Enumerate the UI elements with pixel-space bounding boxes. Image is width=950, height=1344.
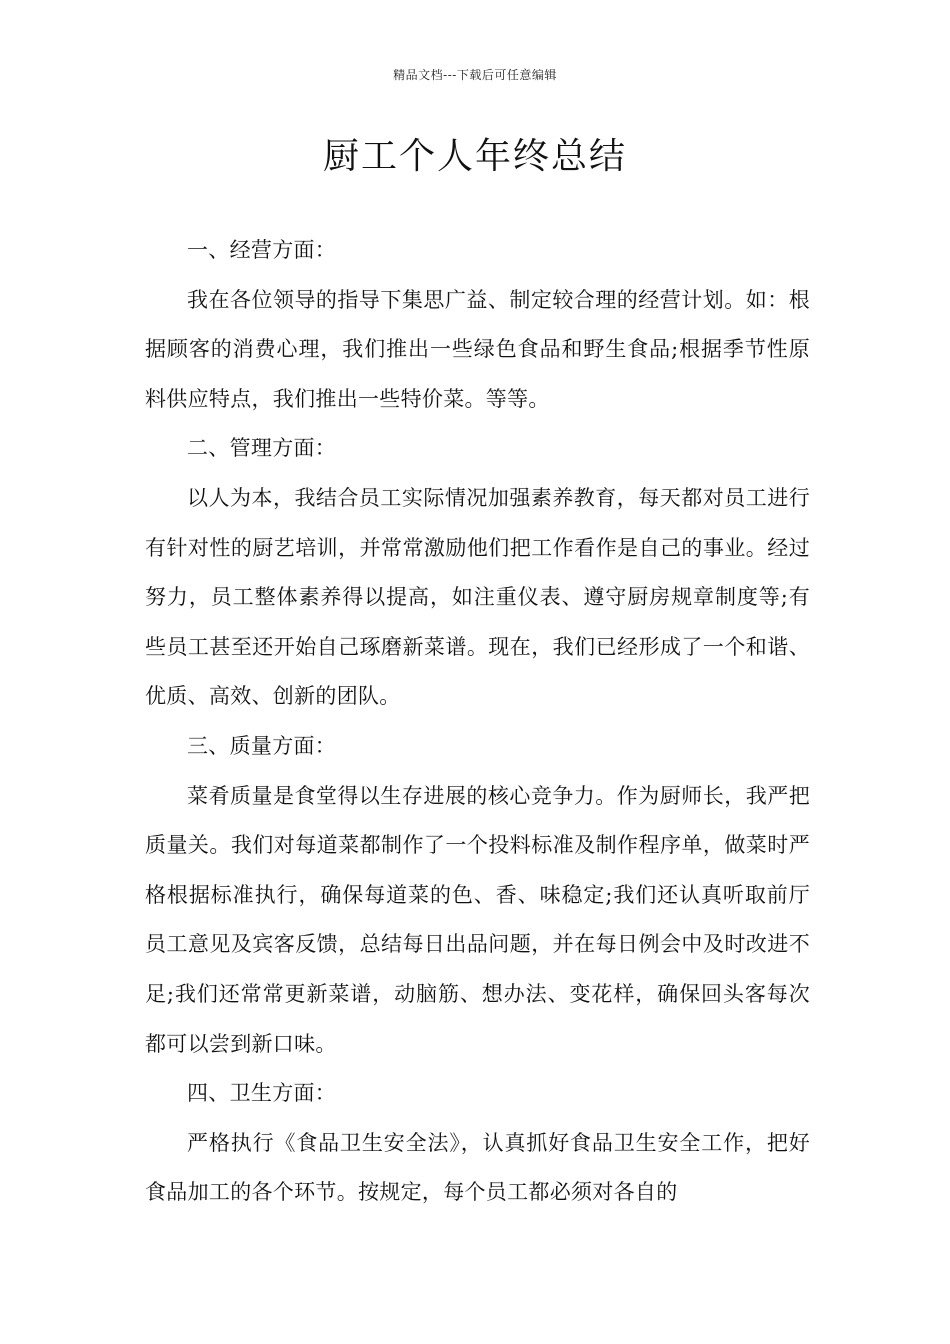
section-body-operations: 我在各位领导的指导下集思广益、制定较合理的经营计划。如：根据顾客的消费心理，我们推出一些绿色食品和野生食品;根据季节性原料供应特点，我们推出一些特价菜。等等。 bbox=[145, 287, 810, 411]
header-note: 精品文档---下载后可任意编辑 bbox=[393, 68, 557, 82]
section-body-quality: 菜肴质量是食堂得以生存进展的核心竞争力。作为厨师长，我严把质量关。我们对每道菜都制作了一个投料标准及制作程序单，做菜时严格根据标准执行，确保每道菜的色、香、味稳定;我们还认真听取前厅员工意见及宾客反馈，总结每日出品问题，并在每日例会中及时改进不足;我们还常常更新菜谱，动脑筋、想办法、变花样，确保回头客每次都可以尝到新口味。 bbox=[145, 783, 810, 1056]
document-title: 厨工个人年终总结 bbox=[322, 136, 627, 177]
section-heading-management: 二、管理方面： bbox=[187, 436, 337, 461]
section-body-management: 以人为本，我结合员工实际情况加强素养教育，每天都对员工进行有针对性的厨艺培训，并常常激励他们把工作看作是自己的事业。经过努力，员工整体素养得以提高，如注重仪表、遵守厨房规章制度等;有些员工甚至还开始自己琢磨新菜谱。现在，我们已经形成了一个和谐、优质、高效、创新的团队。 bbox=[145, 485, 810, 709]
section-heading-quality: 三、质量方面： bbox=[187, 733, 337, 758]
section-body-hygiene: 严格执行《食品卫生安全法》，认真抓好食品卫生安全工作，把好食品加工的各个环节。按规定，每个员工都必须对各自的 bbox=[145, 1130, 810, 1205]
section-heading-operations: 一、经营方面： bbox=[187, 238, 337, 262]
section-heading-hygiene: 四、卫生方面： bbox=[187, 1081, 337, 1106]
document-body bbox=[145, 226, 810, 1218]
